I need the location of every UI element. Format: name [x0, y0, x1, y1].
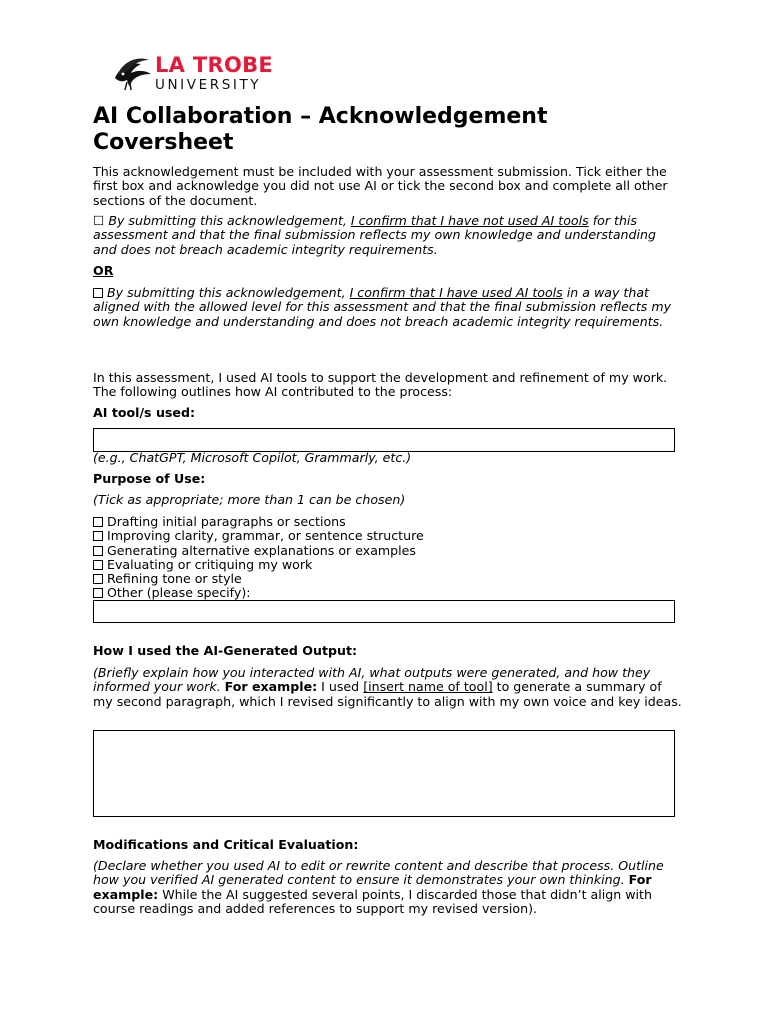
how-used-hint: [93, 666, 683, 709]
purpose-option: [93, 558, 424, 572]
purpose-option-label: Drafting initial paragraphs or sections: [107, 514, 346, 529]
how-used-example-post: to generate a summary of my second paragraph, which I revised significantly to align with my own voice and key ideas.: [93, 679, 682, 709]
how-used-hint-text: (Briefly explain how you interacted with AI, what outputs were generated, and how they informed your work.: [93, 665, 651, 695]
logo-subtitle: UNIVERSITY: [155, 77, 262, 93]
intro-text: This acknowledgement must be included with your assessment submission. Tick either the first box and acknowledge you did not use AI or tick the second box and complete all other sections of the document.: [93, 164, 668, 208]
checkbox-used-ai[interactable]: [93, 288, 103, 298]
purpose-checkbox[interactable]: [93, 546, 103, 556]
lyrebird-icon: [111, 56, 155, 92]
purpose-option: [93, 586, 424, 600]
purpose-option-label: Other (please specify):: [107, 585, 251, 601]
option-no-ai-prefix: By submitting this acknowledgement,: [108, 213, 351, 228]
option-no-ai-suffix: for this assessment and that the final submission reflects my own knowledge and understanding and does not breach academic integrity requirements.: [93, 213, 657, 257]
purpose-option-label: Evaluating or critiquing my work: [107, 556, 313, 572]
modifications-hint: [93, 859, 683, 916]
checkbox-no-ai[interactable]: ☐: [93, 213, 105, 228]
purpose-option-label: Improving clarity, grammar, or sentence structure: [107, 528, 424, 544]
option-no-ai-statement: I confirm that I have not used AI tools: [350, 213, 589, 228]
purpose-hint: (Tick as appropriate; more than 1 can be chosen): [93, 492, 406, 507]
how-used-example-link: [insert name of tool]: [363, 679, 493, 695]
usage-intro: In this assessment, I used AI tools to support the development and refinement of my work. The following outlines how AI contributed to the process:: [93, 370, 668, 400]
modifications-example-text: While the AI suggested several points, I discarded those that didn’t align with course readings and added references to support my revised version).: [93, 886, 652, 916]
university-logo: [111, 53, 281, 96]
logo-name: LA TROBE: [155, 53, 274, 77]
ai-tools-input[interactable]: [93, 428, 675, 452]
modifications-hint-text: (Declare whether you used AI to edit or rewrite content and describe that process. Outline how you verified AI generated content to ensure it demonstrates your own thinking.: [93, 858, 664, 888]
purpose-options: [93, 515, 424, 601]
purpose-option: [93, 515, 424, 529]
purpose-option-label: Refining tone or style: [107, 571, 242, 587]
ai-tools-label: AI tool/s used:: [93, 405, 195, 420]
how-used-textarea[interactable]: [93, 730, 675, 817]
purpose-option-label: Generating alternative explanations or examples: [107, 542, 416, 558]
purpose-option: [93, 572, 424, 586]
purpose-checkbox[interactable]: [93, 560, 103, 570]
modifications-label: Modifications and Critical Evaluation:: [93, 837, 359, 852]
ai-tools-example: (e.g., ChatGPT, Microsoft Copilot, Grammarly, etc.): [93, 450, 412, 465]
how-used-label: How I used the AI-Generated Output:: [93, 643, 358, 658]
how-used-example-pre: I used: [317, 679, 364, 695]
modifications-example-label: For example:: [93, 872, 652, 902]
option-no-ai: [93, 214, 683, 257]
purpose-checkbox[interactable]: [93, 574, 103, 584]
page-title: AI Collaboration – Acknowledgement Coversheet: [93, 104, 548, 155]
purpose-checkbox[interactable]: [93, 531, 103, 541]
purpose-label: Purpose of Use:: [93, 471, 206, 486]
purpose-option: [93, 544, 424, 558]
option-used-ai-statement: I confirm that I have used AI tools: [349, 285, 563, 300]
how-used-example-label: For example:: [224, 679, 318, 695]
option-used-ai: [93, 286, 683, 329]
purpose-checkbox[interactable]: [93, 588, 103, 598]
purpose-option: [93, 529, 424, 543]
option-used-ai-suffix: in a way that aligned with the allowed level for this assessment and that the final submission reflects my own knowledge and understanding and does not breach academic integrity requirements.: [93, 285, 672, 329]
purpose-other-input[interactable]: [93, 600, 675, 623]
option-used-ai-prefix: By submitting this acknowledgement,: [107, 285, 350, 300]
purpose-checkbox[interactable]: [93, 517, 103, 527]
or-label: OR: [93, 263, 114, 278]
